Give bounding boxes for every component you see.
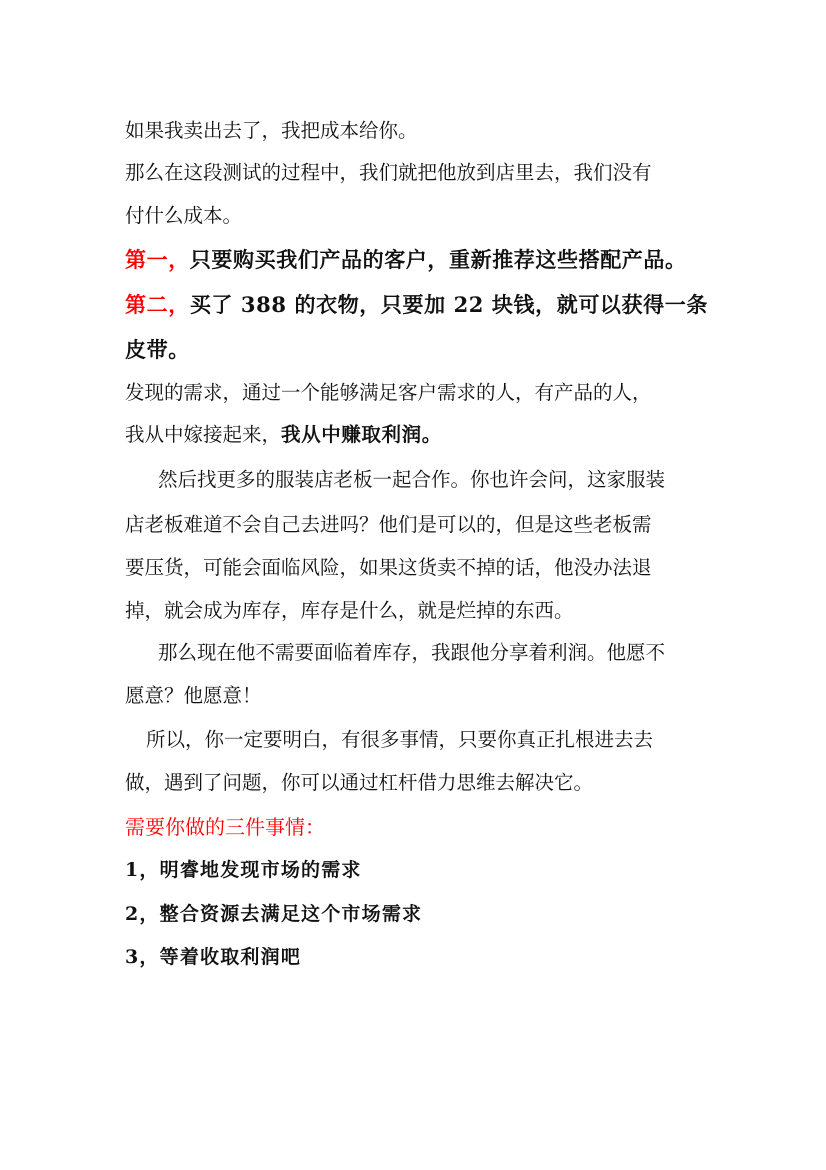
paragraph-line bbox=[125, 422, 442, 448]
paragraph-line: 店老板难道不会自己去进吗？他们是可以的，但是这些老板需 bbox=[125, 513, 652, 536]
paragraph-line: 要压货，可能会面临风险，如果这货卖不掉的话，他没办法退 bbox=[125, 556, 652, 579]
point-one-label: 第一， bbox=[125, 247, 190, 272]
point-two-text: 买了 388 的衣物，只要加 22 块钱，就可以获得一条 bbox=[189, 292, 708, 317]
point-two-continued: 皮带。 bbox=[125, 337, 190, 362]
point-one-text: 只要购买我们产品的客户，重新推荐这些搭配产品。 bbox=[189, 247, 687, 272]
paragraph-line: 掉，就会成为库存，库存是什么，就是烂掉的东西。 bbox=[125, 599, 574, 622]
point-two bbox=[125, 292, 708, 318]
paragraph-text: 我从中嫁接起来， bbox=[125, 423, 282, 446]
section-heading: 需要你做的三件事情： bbox=[125, 815, 325, 839]
paragraph-line: 然后找更多的服装店老板一起合作。你也许会问，这家服装 bbox=[158, 468, 666, 491]
paragraph-line: 那么现在他不需要面临着库存，我跟他分享着利润。他愿不 bbox=[158, 641, 666, 664]
paragraph-line: 那么在这段测试的过程中，我们就把他放到店里去，我们没有 bbox=[125, 161, 652, 184]
paragraph-line: 发现的需求，通过一个能够满足客户需求的人，有产品的人， bbox=[125, 381, 652, 404]
list-item: 3，等着收取利润吧 bbox=[125, 946, 302, 968]
paragraph-line: 愿意？他愿意！ bbox=[125, 684, 262, 707]
list-item: 1，明睿地发现市场的需求 bbox=[125, 859, 362, 881]
paragraph-emphasis: 我从中赚取利润。 bbox=[281, 423, 442, 446]
paragraph-line: 做，遇到了问题，你可以通过杠杆借力思维去解决它。 bbox=[125, 771, 594, 794]
paragraph-line: 如果我卖出去了，我把成本给你。 bbox=[125, 119, 418, 142]
point-one bbox=[125, 247, 687, 273]
point-two-label: 第二， bbox=[125, 292, 190, 317]
paragraph-line: 所以，你一定要明白，有很多事情，只要你真正扎根进去去 bbox=[146, 728, 654, 751]
paragraph-line: 付什么成本。 bbox=[125, 204, 243, 227]
list-item: 2，整合资源去满足这个市场需求 bbox=[125, 903, 423, 925]
